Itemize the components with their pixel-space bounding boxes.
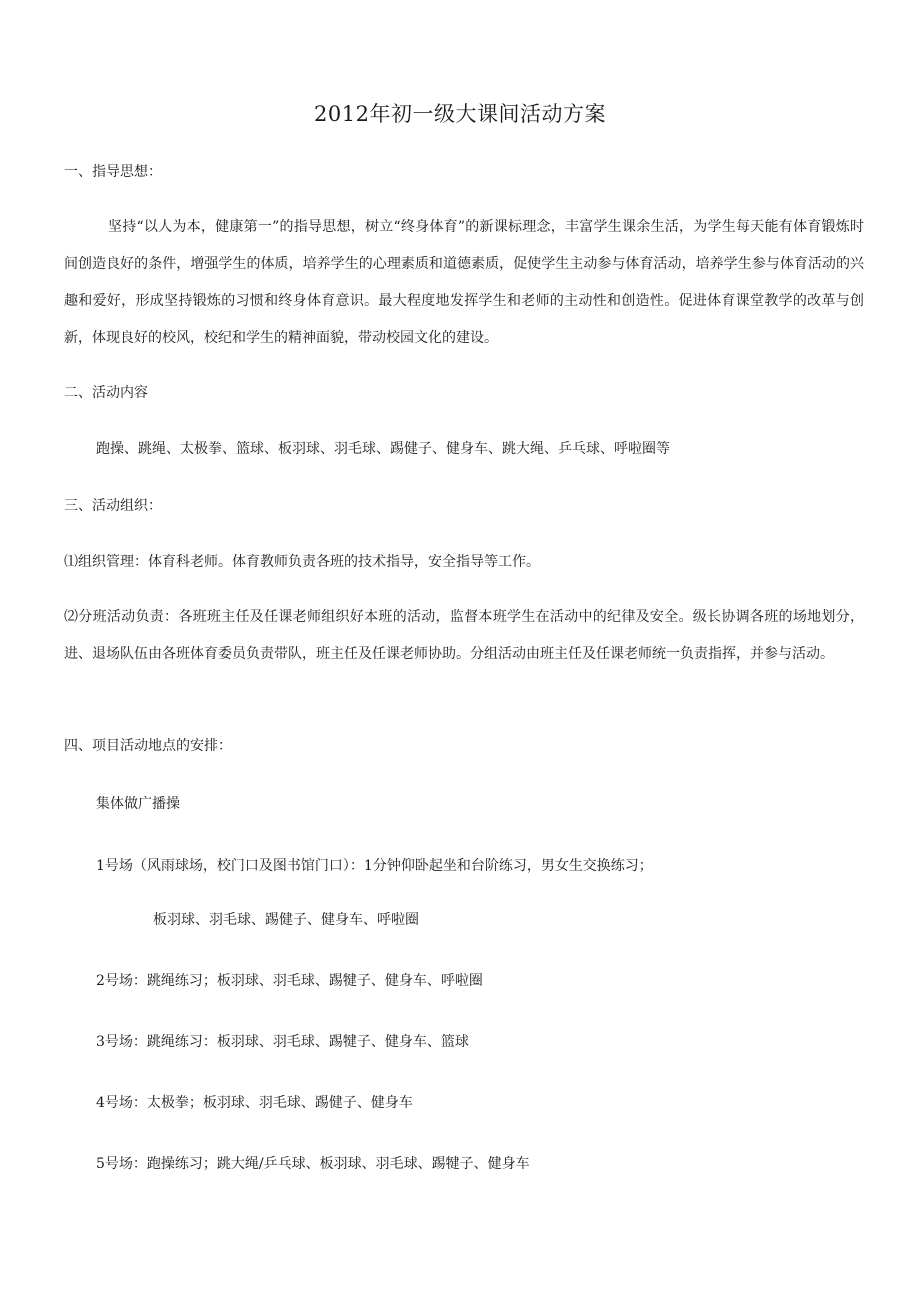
section-heading-venue-arrangement: 四、项目活动地点的安排： [64,738,232,754]
document-title: 2012年初一级大课间活动方案 [314,102,606,126]
section-body-activity-content: 跑操、跳绳、太极拳、篮球、板羽球、羽毛球、踢健子、健身车、跳大绳、乒乓球、呼啦圈等 [96,441,670,457]
venue-zone-1-activities: 板羽球、羽毛球、踢健子、健身车、呼啦圈 [153,912,419,928]
section-body-guiding-ideology: 坚持“以人为本，健康第一”的指导思想，树立“终身体育”的新课标理念，丰富学生课余生活，为学生每天能有体育锻炼时间创造良好的条件，增强学生的体质，培养学生的心理素质和道德素质，促使学生主动参与体育活动，培养学生参与体育活动的兴趣和爱好，形成坚持锻炼的习惯和终身体育意识。最大程度地发挥学生和老师的主动性和创造性。促进体育课堂教学的改革与创新，体现良好的校风，校纪和学生的精神面貌，带动校园文化的建设。 [64,219,864,346]
section-heading-activity-organization: 三、活动组织： [64,498,162,514]
venue-zone-1: 1号场（风雨球场，校门口及图书馆门口）：1分钟仰卧起坐和台阶练习，男女生交换练习； [96,858,653,874]
organization-item-class-responsibility: ⑵分班活动负责：各班班主任及任课老师组织好本班的活动，监督本班学生在活动中的纪律及安全。级长协调各班的场地划分，进、退场队伍由各班体育委员负责带队，班主任及任课老师协助。分组活动由班主任及任课老师统一负责指挥，并参与活动。 [64,609,864,662]
section-heading-activity-content: 二、活动内容 [64,385,148,401]
venue-zone-4: 4号场：太极拳；板羽球、羽毛球、踢健子、健身车 [96,1095,413,1111]
venue-group-exercise: 集体做广播操 [96,796,180,812]
venue-zone-3: 3号场：跳绳练习：板羽球、羽毛球、踢犍子、健身车、篮球 [96,1034,469,1050]
venue-zone-5: 5号场：跑操练习；跳大绳/乒乓球、板羽球、羽毛球、踢犍子、健身车 [96,1156,530,1172]
organization-item-management: ⑴组织管理：体育科老师。体育教师负责各班的技术指导，安全指导等工作。 [64,554,540,570]
venue-zone-2: 2号场：跳绳练习；板羽球、羽毛球、踢犍子、健身车、呼啦圈 [96,973,483,989]
section-heading-guiding-ideology: 一、指导思想： [64,164,162,180]
